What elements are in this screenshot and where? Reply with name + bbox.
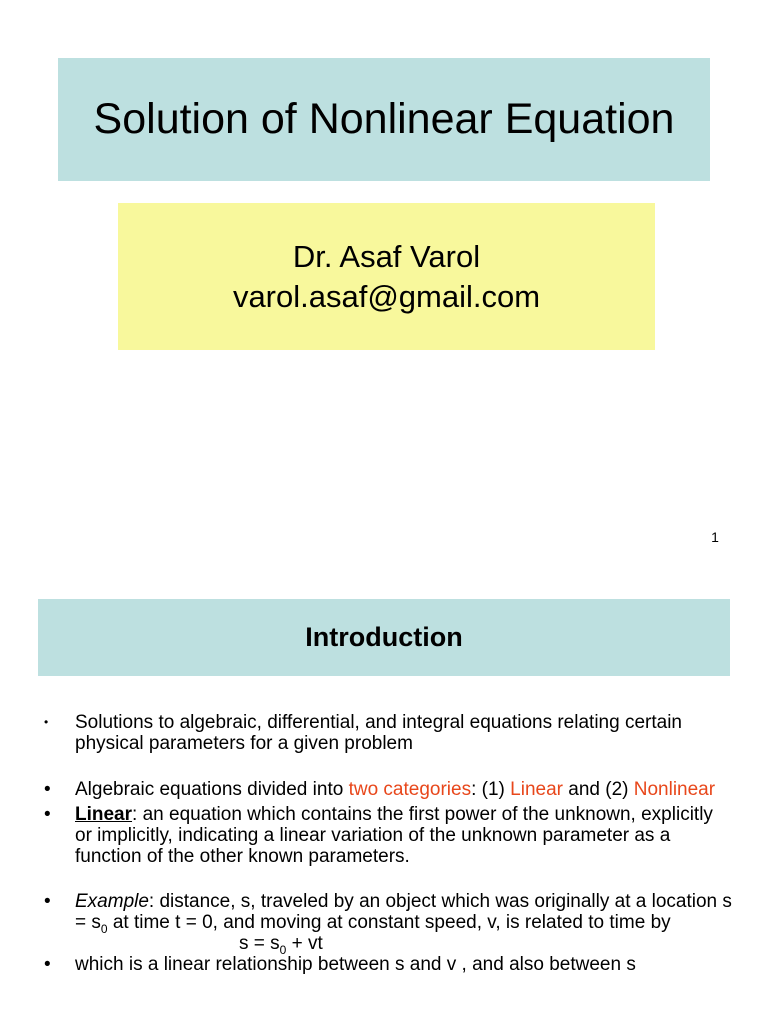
bullet-icon: • [44, 954, 51, 975]
bullet-text: : (1) [471, 779, 511, 800]
bullet-icon: • [44, 715, 49, 729]
bullet-text: Algebraic equations divided into [75, 779, 349, 800]
bullet-text: : distance, s, traveled by an object which was originally at a location s = s [75, 891, 732, 933]
intro-banner [38, 599, 730, 676]
highlight-text: Linear [510, 779, 563, 800]
slide-title: Solution of Nonlinear Equation [93, 95, 675, 143]
equation [44, 933, 734, 957]
subscript: 0 [100, 921, 108, 936]
bullet-text: and (2) [562, 779, 634, 800]
author-name: Dr. Asaf Varol [292, 238, 481, 274]
bullet-item [44, 779, 734, 800]
bullet-item [44, 891, 734, 936]
bullet-text: at time t = 0, and moving at constant speed, v, is related to time by [107, 912, 671, 933]
bullet-text: Solutions to algebraic, differential, and integral equations relating certain physical parameters for a given problem [75, 712, 682, 754]
author-email: varol.asaf@gmail.com [232, 278, 541, 314]
bullet-text: : an equation which contains the first power of the unknown, explicitly or implicitly, indicating a linear variation of the unknown parameter as a function of the other known parameters. [75, 804, 713, 867]
intro-heading: Introduction [305, 622, 463, 652]
bullet-item [44, 954, 734, 975]
highlight-text: two categories [348, 779, 472, 800]
title-banner [58, 58, 710, 181]
bullet-item [44, 804, 734, 867]
bullet-icon: • [44, 779, 51, 800]
subscript: 0 [279, 942, 287, 957]
bullet-list [44, 712, 734, 975]
bullet-icon: • [44, 891, 51, 912]
term-linear: Linear [75, 804, 133, 825]
term-example: Example [75, 891, 149, 912]
bullet-icon: • [44, 804, 51, 825]
equation-text: + vt [286, 933, 323, 954]
page-number: 1 [711, 529, 719, 545]
bullet-text: which is a linear relationship between s and v , and also between s [75, 954, 636, 975]
equation-text: s = s [239, 933, 280, 954]
author-box [118, 203, 655, 350]
highlight-text: Nonlinear [633, 779, 716, 800]
bullet-item [44, 712, 734, 754]
